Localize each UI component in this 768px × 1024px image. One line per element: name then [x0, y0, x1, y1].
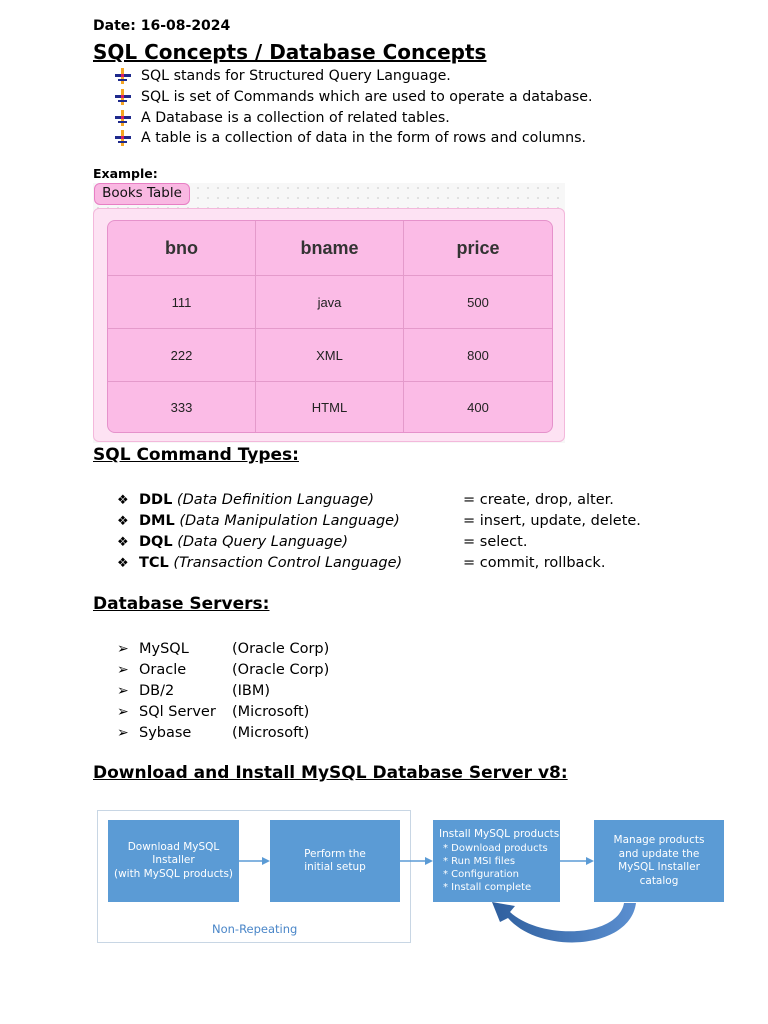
arrow-right-icon [400, 857, 433, 865]
arrow-bullet-icon: ➢ [117, 725, 129, 741]
bullet-text: A table is a collection of data in the form of rows and columns. [141, 130, 586, 147]
command-full-name: (Data Manipulation Language) [179, 513, 400, 529]
server-name: Sybase [139, 725, 192, 741]
step-subitem: * Run MSI files [443, 855, 516, 867]
bullet-text: A Database is a collection of related tables. [141, 109, 450, 126]
table-cell: HTML [256, 382, 404, 432]
server-vendor: (Microsoft) [232, 704, 310, 720]
server-vendor: (Oracle Corp) [232, 641, 330, 657]
server-name: MySQL [139, 641, 189, 657]
arrow-right-icon [560, 857, 594, 865]
page-title: SQL Concepts / Database Concepts [93, 40, 487, 64]
arrow-bullet-icon: ➢ [117, 641, 129, 657]
bullet-text: SQL is set of Commands which are used to operate a database. [141, 89, 593, 106]
step-text: Manage products [613, 834, 705, 846]
example-label: Example: [93, 166, 158, 181]
install-heading: Download and Install MySQL Database Server v8: [93, 763, 568, 783]
step-text: (with MySQL products) [113, 867, 234, 880]
command-examples: = create, drop, alter. [463, 492, 614, 508]
database-servers-heading: Database Servers: [93, 594, 270, 614]
server-vendor: (Microsoft) [232, 725, 310, 741]
column-header-bname: bname [256, 221, 404, 276]
curved-return-arrow-icon [492, 902, 636, 942]
step-text: MySQL Installer [618, 861, 700, 873]
table-cell: 800 [404, 329, 552, 382]
command-full-name: (Data Query Language) [177, 534, 348, 550]
step-subitem: * Install complete [443, 881, 532, 893]
step-text: Installer [152, 854, 195, 867]
document-date: Date: 16-08-2024 [93, 18, 231, 34]
server-vendor: (IBM) [232, 683, 271, 699]
diamond-bullet-icon: ❖ [117, 514, 129, 529]
command-examples: = select. [463, 534, 528, 550]
step-text: and update the [618, 847, 700, 860]
diamond-bullet-icon: ❖ [117, 535, 129, 550]
table-cell: 222 [108, 329, 256, 382]
diamond-bullet-icon: ❖ [117, 493, 129, 508]
command-abbr: DQL [139, 534, 173, 550]
table-cell: 400 [467, 399, 489, 415]
step-subitem: * Configuration [443, 868, 519, 880]
step-title: Install MySQL products [439, 828, 560, 841]
table-cell: 333 [108, 382, 256, 432]
table-cell: 111 [108, 276, 256, 329]
bullet-text: SQL stands for Structured Query Language. [141, 68, 451, 85]
command-abbr: TCL [139, 555, 169, 571]
step-text: Download MySQL [127, 840, 220, 853]
server-name: SQl Server [139, 704, 216, 720]
command-abbr: DDL [139, 492, 173, 508]
command-examples: = commit, rollback. [463, 555, 606, 571]
step-subitem: * Download products [443, 842, 548, 854]
arrow-bullet-icon: ➢ [117, 704, 129, 720]
server-name: DB/2 [139, 683, 175, 699]
arrow-bullet-icon: ➢ [117, 662, 129, 678]
step-text: initial setup [304, 861, 366, 873]
command-types-heading: SQL Command Types: [93, 445, 299, 465]
non-repeating-label: Non-Repeating [212, 922, 298, 936]
command-full-name: (Transaction Control Language) [173, 555, 403, 571]
command-abbr: DML [139, 513, 175, 529]
column-header-bno: bno [108, 221, 256, 276]
step-text: catalog [639, 874, 679, 887]
step-text: Perform the [304, 847, 366, 860]
arrow-right-icon [239, 857, 270, 865]
table-cell: XML [256, 329, 404, 382]
table-cell: 500 [404, 276, 552, 329]
table-cell: java [256, 276, 404, 329]
command-full-name: (Data Definition Language) [176, 492, 375, 508]
command-examples: = insert, update, delete. [463, 513, 641, 529]
books-table-tag: Books Table [94, 183, 190, 205]
column-header-price: price [404, 221, 552, 276]
server-vendor: (Oracle Corp) [232, 662, 330, 678]
server-name: Oracle [139, 662, 187, 678]
arrow-bullet-icon: ➢ [117, 683, 129, 699]
diamond-bullet-icon: ❖ [117, 556, 129, 571]
